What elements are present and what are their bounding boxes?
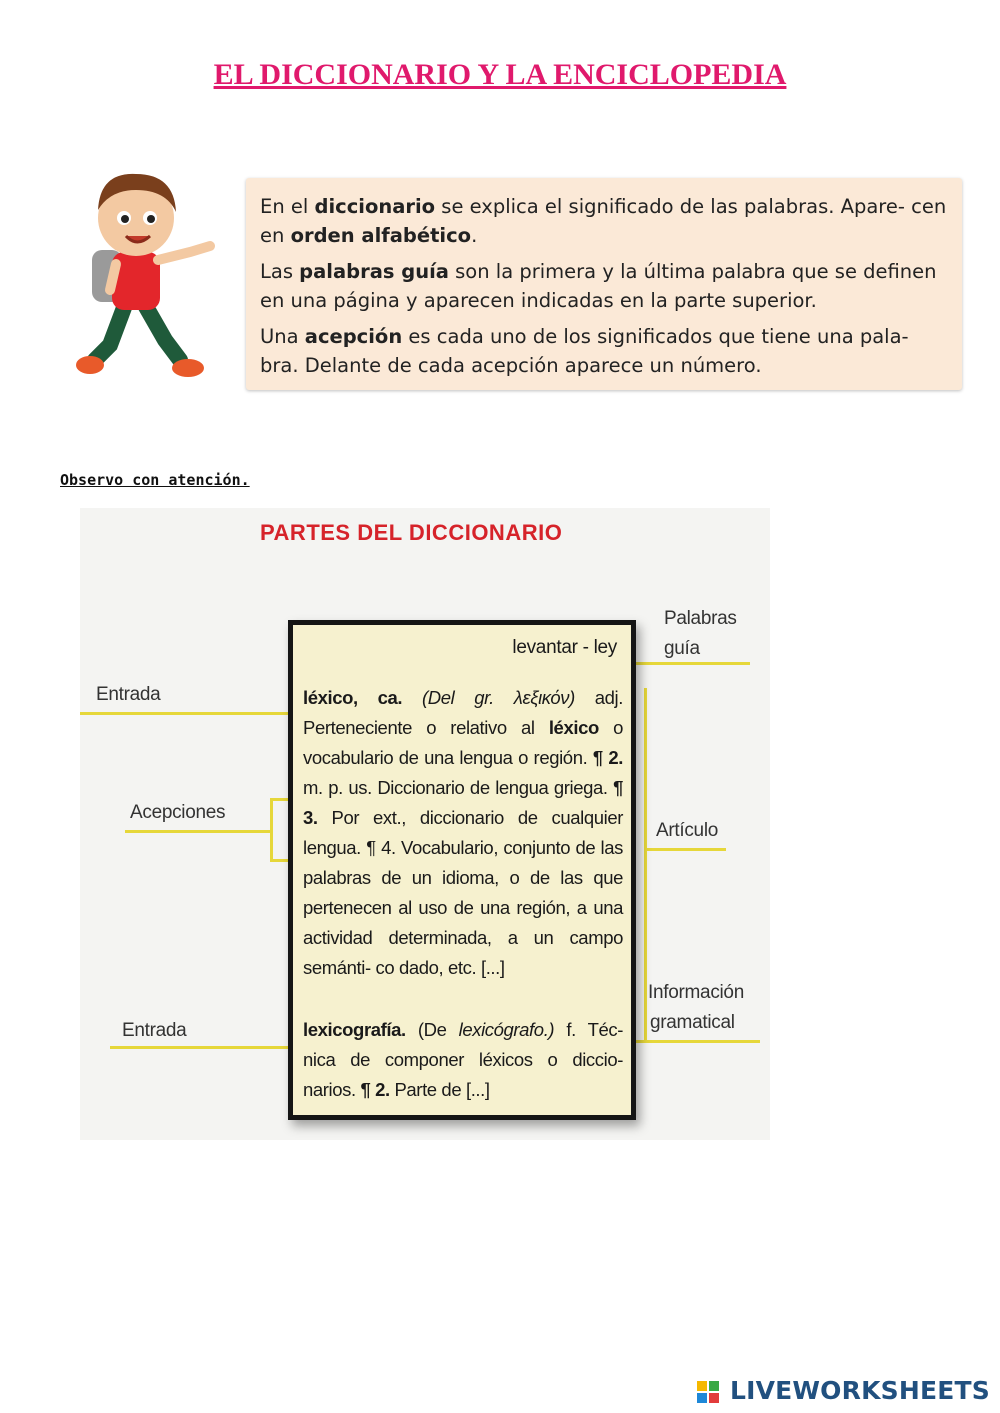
bracket-articulo [644, 688, 647, 1043]
instruction-text: Observo con atención. [60, 471, 250, 489]
connector-articulo [644, 848, 726, 851]
label-articulo: Artículo [656, 820, 719, 841]
dictionary-entry-lexico: léxico, ca. (Del gr. λεξικόν) adj. Perteneciente o relativo al léxico o vocabulario de una lengua o región. ¶ 2. m. p. us. Diccionario de lengua griega. ¶ 3. Por ext., diccionario de cualquier lengua. ¶ 4. Vocabulario, conjunto de las palabras de un idioma, o de las que pertenecen al uso de una región, a una actividad determinada, a un campo semánti- co dado, etc. [...] [303, 687, 624, 978]
label-entrada-2: Entrada [122, 1020, 187, 1041]
definition-palabras-guia: Las palabras guía son la primera y la última palabra que se definen en una página y aparecen indicadas en la parte superior. [260, 260, 937, 312]
label-guia: guía [664, 638, 700, 659]
definition-acepcion: Una acepción es cada uno de los significados que tiene una pala- bra. Delante de cada acepción aparece un número. [260, 325, 909, 377]
label-informacion: Información [648, 982, 744, 1003]
dictionary-page [288, 620, 636, 1120]
label-acepciones: Acepciones [130, 802, 226, 823]
page-title: EL DICCIONARIO Y LA ENCICLOPEDIA [213, 58, 787, 91]
dictionary-parts-figure [80, 508, 770, 1140]
cartoon-boy-illustration [70, 160, 220, 390]
definition-box [246, 178, 962, 390]
liveworksheets-brand: LIVEWORKSHEETS [729, 1376, 990, 1405]
bracket-acepciones [270, 798, 273, 862]
dictionary-entry-lexicografia: lexicografía. (De lexicógrafo.) f. Téc- nica de componer léxicos o diccio- narios. ¶ 2. Parte de [...] [303, 1019, 623, 1100]
figure-title: PARTES DEL DICCIONARIO [260, 520, 563, 545]
guide-words: levantar - ley [512, 637, 617, 658]
label-gramatical: gramatical [650, 1012, 735, 1033]
label-palabras: Palabras [664, 608, 737, 629]
label-entrada-1: Entrada [96, 684, 161, 705]
liveworksheets-logo-icon [697, 1381, 719, 1403]
definition-diccionario: En el diccionario se explica el significado de las palabras. Apare- cen en orden alfabético. [260, 195, 947, 247]
connector-acepciones [125, 830, 270, 833]
